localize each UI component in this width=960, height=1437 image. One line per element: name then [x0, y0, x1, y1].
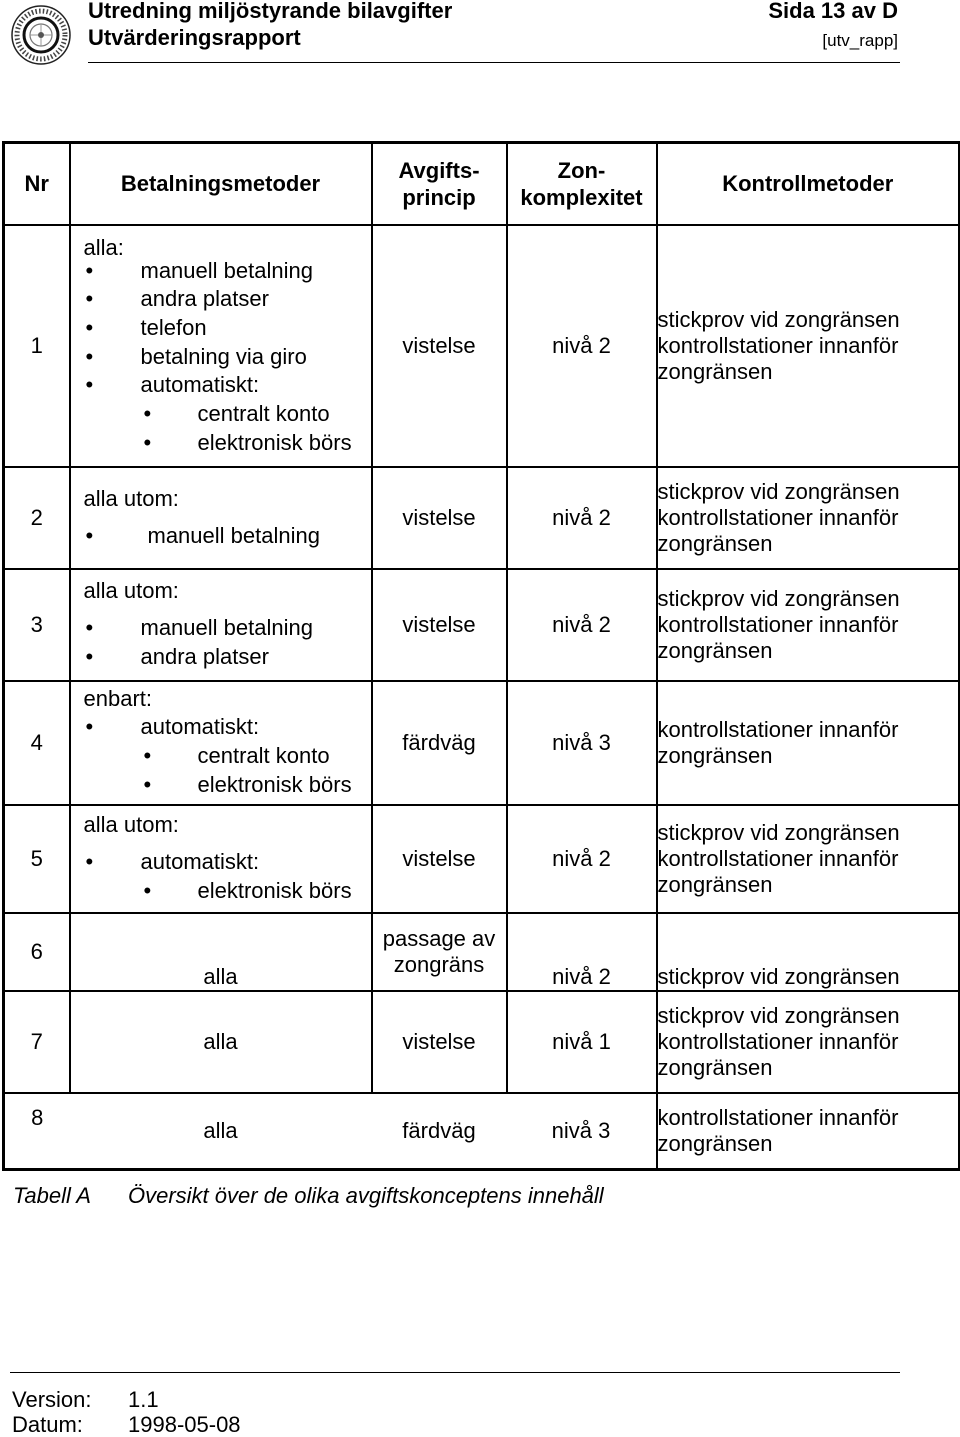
table-caption-label: Tabell A — [13, 1183, 91, 1208]
control-method: stickprov vid zongränsen — [657, 1002, 900, 1028]
row-number: 8 — [4, 1093, 70, 1170]
payment-methods-cell: alla — [70, 991, 372, 1093]
control-methods-cell — [657, 681, 960, 805]
payment-intro: enbart: — [83, 686, 152, 712]
payment-subitem: • centralt konto — [71, 400, 371, 429]
control-method: stickprov vid zongränsen — [657, 306, 900, 332]
payment-methods-cell — [70, 225, 372, 467]
payment-intro: alla utom: — [83, 812, 179, 838]
payment-subitem: • elektronisk börs — [71, 877, 371, 906]
control-method: kontrollstationer innanför zongränsen — [657, 1028, 899, 1080]
fee-principle: passage av zongräns — [372, 913, 507, 991]
zone-complexity: nivå 3 — [507, 681, 657, 805]
payment-subitem: • centralt konto — [71, 742, 371, 771]
payment-methods-cell — [70, 681, 372, 805]
control-method: kontrollstationer innanför zongränsen — [657, 504, 899, 556]
payment-methods-cell — [70, 805, 372, 913]
column-header-zonkomplexitet: Zon- komplexitet — [507, 143, 657, 225]
table-row — [4, 913, 960, 991]
payment-methods-cell: alla — [70, 1093, 372, 1170]
page-number: Sida 13 av D — [768, 0, 898, 23]
control-methods-cell — [657, 1093, 960, 1170]
date-label: Datum: — [12, 1412, 83, 1437]
payment-intro: alla: — [83, 234, 124, 260]
table-header-row — [4, 143, 960, 225]
control-method: stickprov vid zongränsen — [657, 963, 900, 989]
payment-methods-cell — [70, 467, 372, 569]
control-method: kontrollstationer innanför zongränsen — [657, 716, 899, 768]
control-method: kontrollstationer innanför zongränsen — [657, 1104, 899, 1156]
row-number: 3 — [4, 569, 70, 681]
zone-complexity: nivå 2 — [507, 913, 657, 991]
control-method: kontrollstationer innanför zongränsen — [657, 845, 899, 897]
zone-complexity: nivå 2 — [507, 467, 657, 569]
overview-table — [2, 141, 960, 1171]
payment-item: • telefon — [71, 314, 371, 343]
control-method: stickprov vid zongränsen — [657, 819, 900, 845]
control-method: kontrollstationer innanför zongränsen — [657, 611, 899, 663]
table-row — [4, 991, 960, 1093]
table-row — [4, 569, 960, 681]
control-methods-cell — [657, 991, 960, 1093]
fee-principle: vistelse — [372, 805, 507, 913]
payment-item: • automatiskt: — [71, 848, 371, 877]
header-rule — [88, 62, 900, 63]
payment-item: • betalning via giro — [71, 343, 371, 372]
fee-principle: färdväg — [372, 681, 507, 805]
column-header-kontrollmetoder: Kontrollmetoder — [657, 143, 960, 225]
control-methods-cell — [657, 805, 960, 913]
payment-subitem: • elektronisk börs — [71, 429, 371, 458]
control-methods-cell — [657, 225, 960, 467]
fee-principle: vistelse — [372, 467, 507, 569]
footer-rule — [10, 1372, 900, 1373]
column-header-avgiftsprincip: Avgifts- princip — [372, 143, 507, 225]
fee-principle: vistelse — [372, 991, 507, 1093]
row-number: 6 — [4, 913, 70, 991]
fee-principle: färdväg — [372, 1093, 507, 1170]
control-methods-cell — [657, 569, 960, 681]
zone-complexity: nivå 1 — [507, 991, 657, 1093]
payment-subitem: • elektronisk börs — [71, 771, 371, 800]
table-row — [4, 467, 960, 569]
payment-methods-cell — [70, 569, 372, 681]
payment-item: • andra platser — [71, 285, 371, 314]
table-caption-text: Översikt över de olika avgiftskonceptens innehåll — [128, 1183, 604, 1208]
version-value: 1.1 — [128, 1387, 159, 1412]
fee-principle: vistelse — [372, 225, 507, 467]
payment-item: • manuell betalning — [71, 614, 371, 643]
column-header-nr: Nr — [4, 143, 70, 225]
payment-item: • automatiskt: — [71, 371, 371, 400]
table-row — [4, 681, 960, 805]
control-method: kontrollstationer innanför zongränsen — [657, 332, 899, 384]
zone-complexity: nivå 2 — [507, 569, 657, 681]
zone-complexity: nivå 2 — [507, 805, 657, 913]
control-method: stickprov vid zongränsen — [657, 478, 900, 504]
fee-principle: vistelse — [372, 569, 507, 681]
payment-item: • manuell betalning — [71, 522, 371, 551]
version-label: Version: — [12, 1387, 92, 1412]
round-emblem-icon — [9, 3, 73, 67]
control-methods-cell — [657, 913, 960, 991]
payment-intro: alla utom: — [83, 485, 179, 511]
zone-complexity: nivå 3 — [507, 1093, 657, 1170]
payment-methods-cell: alla — [70, 913, 372, 991]
table-row — [4, 805, 960, 913]
table-row — [4, 1093, 960, 1170]
document-title: Utredning miljöstyrande bilavgifter — [88, 0, 453, 23]
row-number: 5 — [4, 805, 70, 913]
document-subtitle: Utvärderingsrapport — [88, 25, 301, 50]
document-code: [utv_rapp] — [822, 31, 898, 50]
control-methods-cell — [657, 467, 960, 569]
payment-item: • andra platser — [71, 643, 371, 672]
payment-intro: alla utom: — [83, 578, 179, 604]
row-number: 4 — [4, 681, 70, 805]
zone-complexity: nivå 2 — [507, 225, 657, 467]
date-value: 1998-05-08 — [128, 1412, 241, 1437]
row-number: 2 — [4, 467, 70, 569]
control-method: stickprov vid zongränsen — [657, 585, 900, 611]
table-row — [4, 225, 960, 467]
payment-item: • manuell betalning — [71, 257, 371, 286]
row-number: 1 — [4, 225, 70, 467]
column-header-betalningsmetoder: Betalningsmetoder — [70, 143, 372, 225]
row-number: 7 — [4, 991, 70, 1093]
payment-item: • automatiskt: — [71, 713, 371, 742]
